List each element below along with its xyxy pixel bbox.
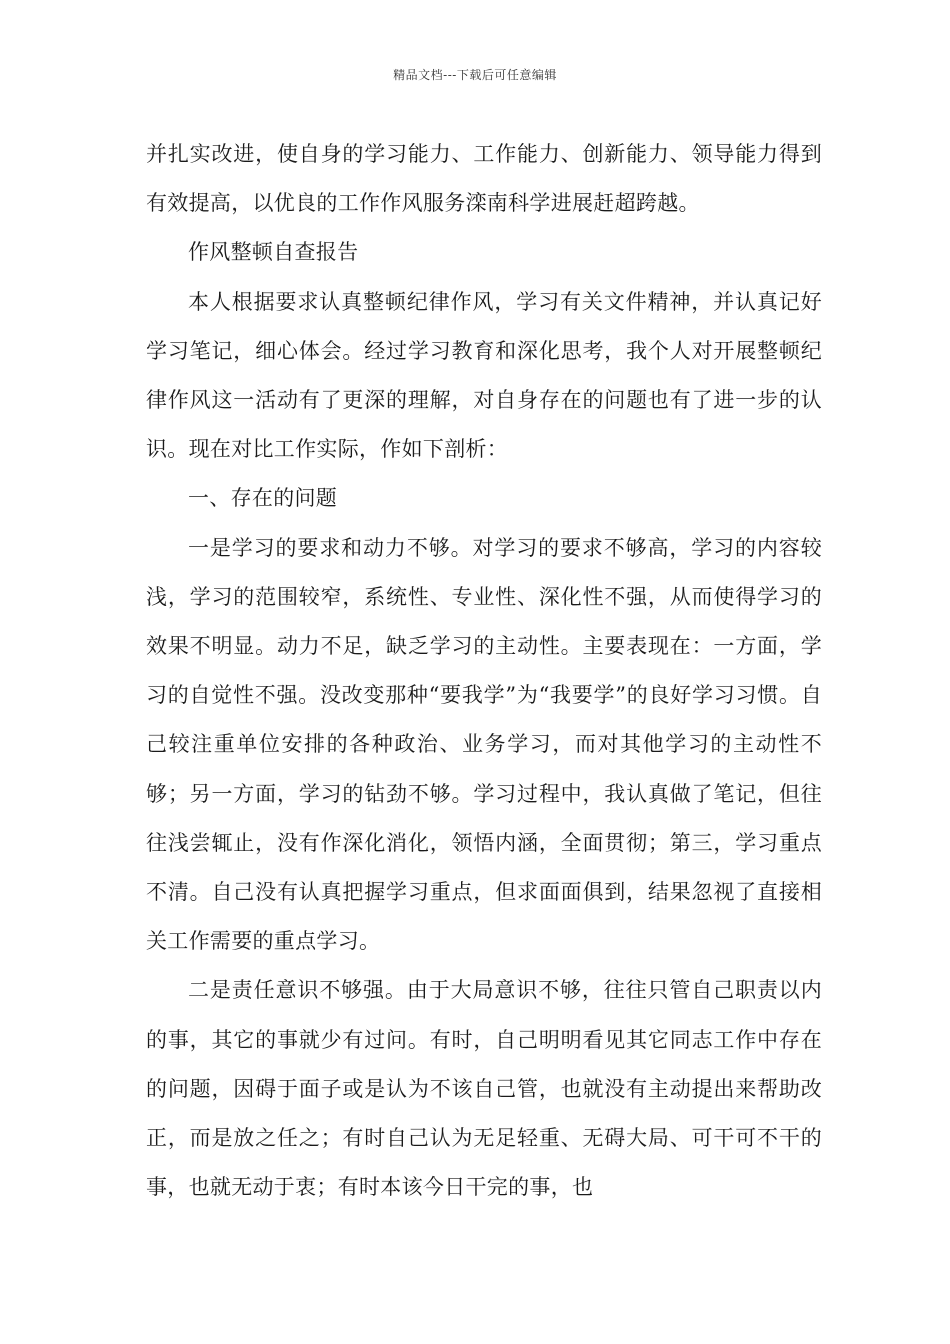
document-body xyxy=(146,130,822,1212)
paragraph-continuation: 并扎实改进，使自身的学习能力、工作能力、创新能力、领导能力得到有效提高，以优良的工作作风服务滦南科学进展赶超跨越。 xyxy=(146,142,822,216)
page-header: 精品文档---下载后可任意编辑 xyxy=(393,68,557,82)
paragraph-issue-1: 一是学习的要求和动力不够。对学习的要求不够高，学习的内容较浅，学习的范围较窄，系统性、专业性、深化性不强，从而使得学习的效果不明显。动力不足，缺乏学习的主动性。主要表现在：一方面，学习的自觉性不强。没改变那种“要我学”为“我要学”的良好学习习惯。自己较注重单位安排的各种政治、业务学习，而对其他学习的主动性不够；另一方面，学习的钻劲不够。学习过程中，我认真做了笔记，但往往浅尝辄止，没有作深化消化，领悟内涵，全面贯彻；第三，学习重点不清。自己没有认真把握学习重点，但求面面俱到，结果忽视了直接相关工作需要的重点学习。 xyxy=(146,535,822,954)
paragraph-issue-2: 二是责任意识不够强。由于大局意识不够，往往只管自己职责以内的事，其它的事就少有过问。有时，自己明明看见其它同志工作中存在的问题，因碍于面子或是认为不该自己管，也就没有主动提出来帮助改正，而是放之任之；有时自己认为无足轻重、无碍大局、可干可不干的事，也就无动于衷；有时本该今日干完的事，也 xyxy=(146,978,822,1200)
paragraph-intro: 本人根据要求认真整顿纪律作风，学习有关文件精神，并认真记好学习笔记，细心体会。经过学习教育和深化思考，我个人对开展整顿纪律作风这一活动有了更深的理解，对自身存在的问题也有了进一步的认识。现在对比工作实际，作如下剖析： xyxy=(146,289,822,462)
section-title: 作风整顿自查报告 xyxy=(188,240,359,265)
section-heading: 一、存在的问题 xyxy=(188,486,338,511)
